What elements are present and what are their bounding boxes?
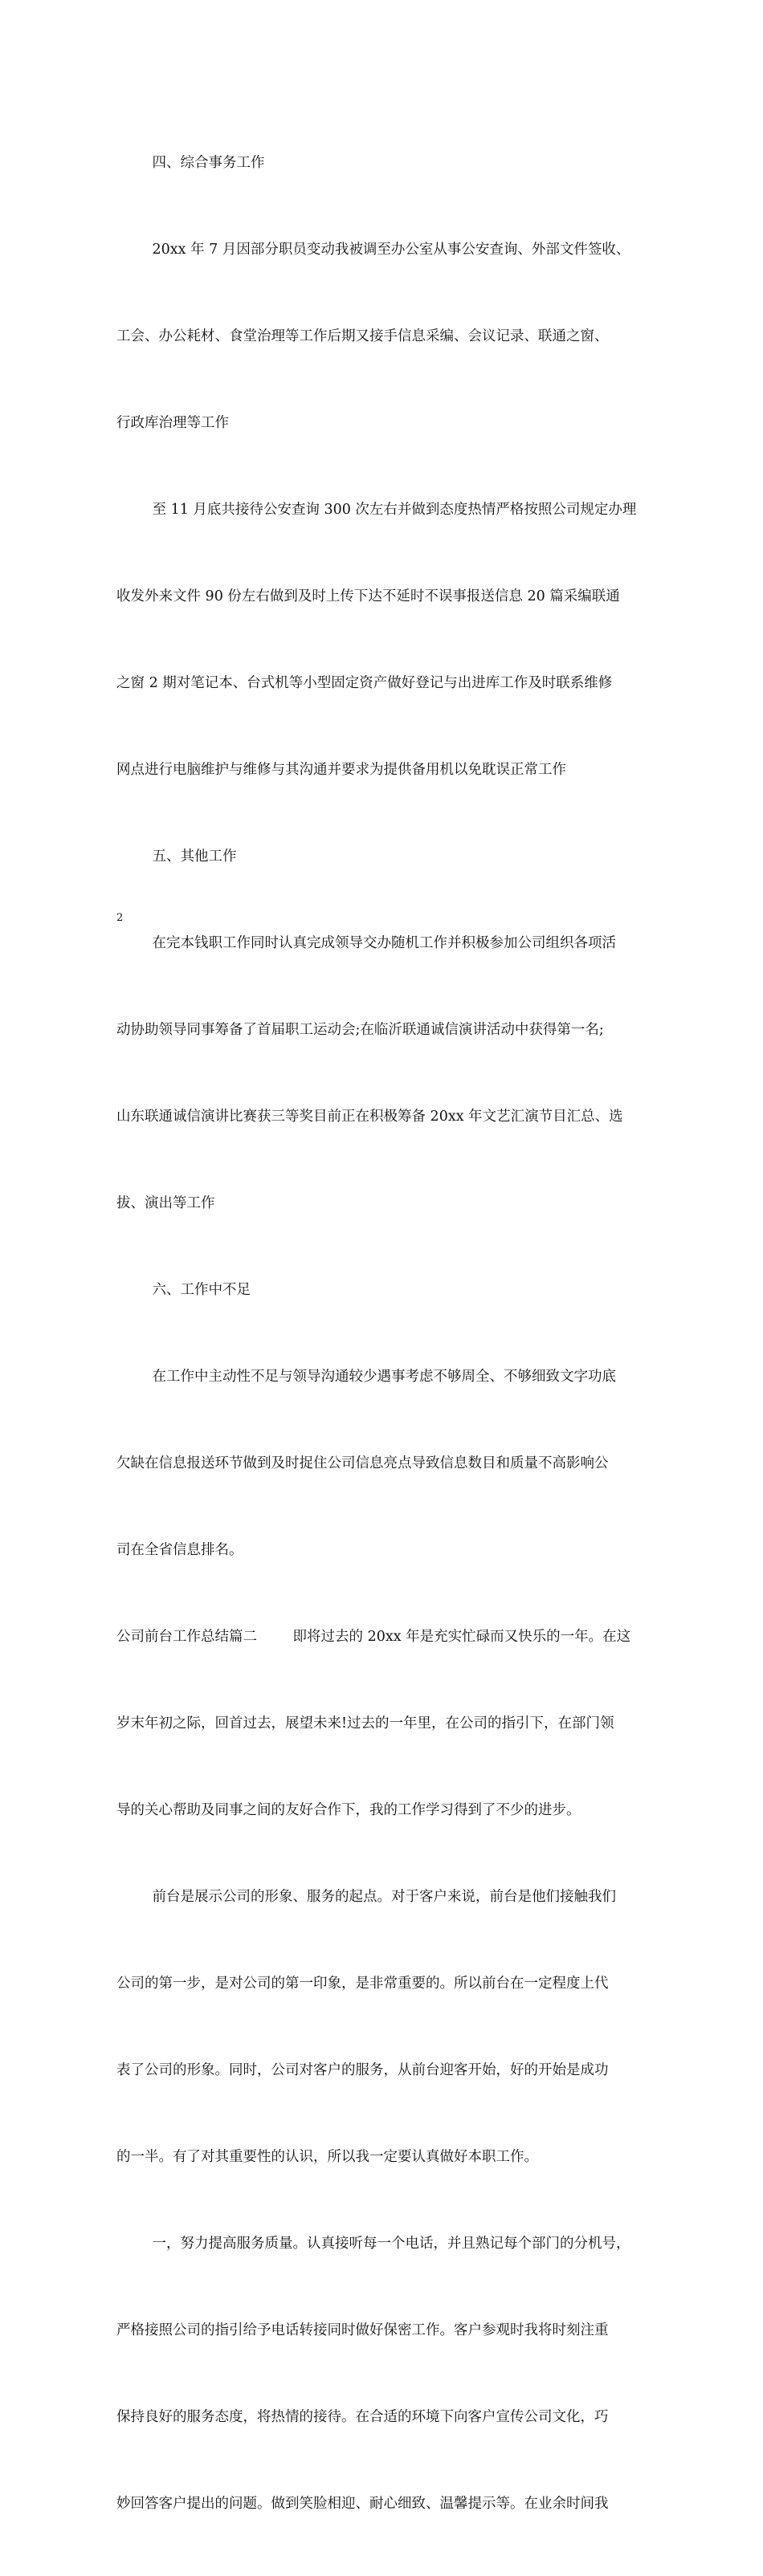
body-line: 表了公司的形象。同时，公司对客户的服务，从前台迎客开始，好的开始是成功 [116, 2062, 609, 2078]
body-line: 20xx 年 7 月因部分职员变动我被调至办公室从事公安查询、外部文件签收、 [116, 242, 630, 258]
page-number: 2 [116, 912, 124, 924]
body-line: 六、工作中不足 [116, 1282, 251, 1298]
body-line: 拔、演出等工作 [116, 1195, 215, 1211]
body-line: 公司的第一步，是对公司的第一印象，是非常重要的。所以前台在一定程度上代 [116, 1976, 609, 1992]
body-line: 导的关心帮助及同事之间的友好合作下，我的工作学习得到了不少的进步。 [116, 1802, 581, 1818]
body-line: 欠缺在信息报送环节做到及时捉住公司信息亮点导致信息数目和质量不高影响公 [116, 1455, 609, 1471]
body-line: 之窗 2 期对笔记本、台式机等小型固定资产做好登记与出进库工作及时联系维修 [116, 675, 613, 691]
body-line: 至 11 月底共接待公安查询 300 次左右并做到态度热情严格按照公司规定办理 [116, 502, 637, 518]
body-line: 在工作中主动性不足与领导沟通较少遇事考虑不够周全、不够细致文字功底 [116, 1369, 616, 1385]
body-line: 四、综合事务工作 [116, 155, 265, 171]
body-line: 山东联通诚信演讲比赛获三等奖目前正在积极筹备 20xx 年文艺汇演节目汇总、选 [116, 1109, 623, 1125]
body-line: 司在全省信息排名。 [116, 1542, 243, 1558]
body-line: 网点进行电脑维护与维修与其沟通并要求为提供备用机以免耽误正常工作 [116, 762, 566, 778]
body-line: 公司前台工作总结篇二 即将过去的 20xx 年是充实忙碌而又快乐的一年。在这 [116, 1629, 631, 1645]
body-line: 一，努力提高服务质量。认真接听每一个电话，并且熟记每个部门的分机号， [116, 2236, 630, 2252]
body-line: 前台是展示公司的形象、服务的起点。对于客户来说，前台是他们接触我们 [116, 1889, 616, 1905]
document-body [116, 91, 651, 2576]
body-line: 在完本钱职工作同时认真完成领导交办随机工作并积极参加公司组织各项活 [116, 935, 616, 951]
body-line: 妙回答客户提出的问题。做到笑脸相迎、耐心细致、温馨提示等。在业余时间我 [116, 2496, 609, 2512]
body-line: 行政库治理等工作 [116, 415, 229, 431]
body-line: 收发外来文件 90 份左右做到及时上传下达不延时不误事报送信息 20 篇采编联通 [116, 588, 620, 604]
body-line: 岁末年初之际，回首过去，展望未来!过去的一年里，在公司的指引下，在部门领 [116, 1715, 614, 1732]
body-line: 五、其他工作 [116, 848, 237, 865]
body-line: 严格接照公司的指引给予电话转接同时做好保密工作。客户参观时我将时刻注重 [116, 2322, 609, 2338]
body-line: 工会、办公耗材、食堂治理等工作后期又接手信息采编、会议记录、联通之窗、 [116, 328, 609, 344]
body-line: 保持良好的服务态度，将热情的接待。在合适的环境下向客户宣传公司文化，巧 [116, 2409, 609, 2425]
body-line: 动协助领导同事筹备了首届职工运动会;在临沂联通诚信演讲活动中获得第一名; [116, 1022, 604, 1038]
body-line: 的一半。有了对其重要性的认识，所以我一定要认真做好本职工作。 [116, 2149, 538, 2165]
